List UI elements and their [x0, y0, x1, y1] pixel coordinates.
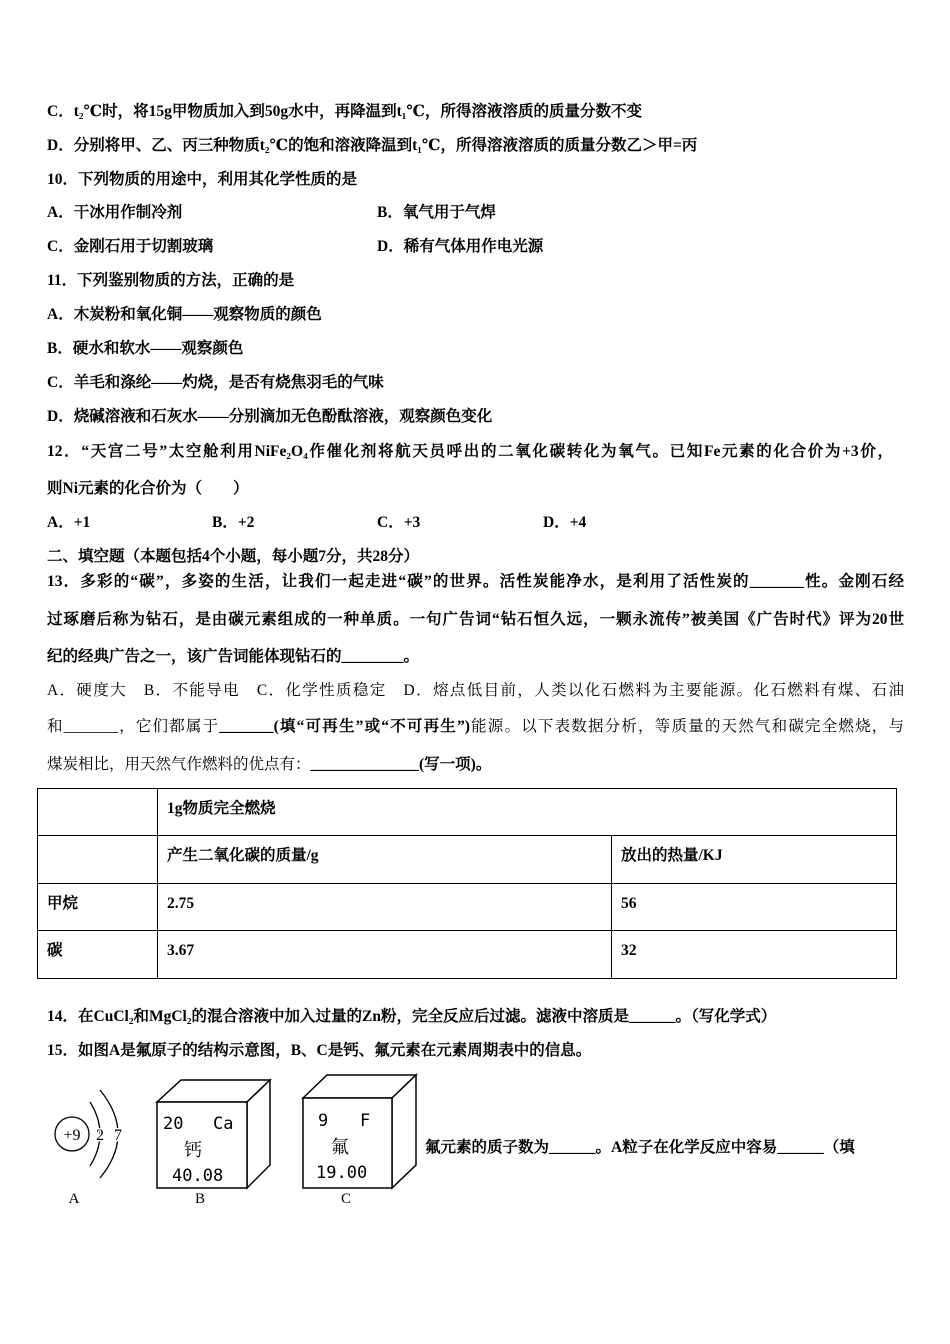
figure-c-label: C — [340, 1191, 352, 1207]
q13-line-2: 过琢磨后称为钻石，是由碳元素组成的一种单质。一句广告词“钻石恒久远，一颗永流传”被美国《广告时代》评为20世 — [47, 611, 904, 628]
q12-stem-line-2: 则Ni元素的化合价为（ ） — [47, 480, 249, 497]
combustion-data-table — [37, 788, 897, 979]
table-row — [38, 931, 897, 979]
q12-option-d: D．+4 — [543, 514, 587, 531]
table-group-header-row — [38, 789, 897, 836]
table-cell-co2-mass: 3.67 — [158, 931, 612, 979]
q13-line-6-blank-hint: ______________(写一项)。 — [310, 756, 492, 773]
table-row-label: 甲烷 — [38, 884, 158, 931]
table-header-heat-released: 放出的热量/KJ — [612, 836, 897, 884]
fluorine-element-cube — [303, 1075, 416, 1207]
calcium-atomic-number: 20 — [163, 1114, 184, 1134]
q14-stem: 14．在CuCl₂和MgCl₂的混合溶液中加入过量的Zn粉，完全反应后过滤。滤液中溶质是______。（写化学式） — [47, 1008, 777, 1025]
q10-option-c: C．金刚石用于切割玻璃 — [47, 238, 214, 255]
calcium-symbol: Ca — [213, 1114, 234, 1134]
table-corner-cell — [38, 789, 158, 836]
q12-option-a: A．+1 — [47, 514, 91, 531]
table-corner-cell — [38, 836, 158, 884]
q11-option-d: D．烧碱溶液和石灰水——分别滴加无色酚酞溶液，观察颜色变化 — [47, 408, 493, 425]
electron-count-shell-2: 7 — [114, 1127, 122, 1144]
calcium-atomic-mass: 40.08 — [172, 1166, 224, 1186]
q13-line-3: 纪的经典广告之一，该广告词能体现钻石的________。 — [47, 648, 420, 665]
q9-option-d: D．分别将甲、乙、丙三种物质t₂℃的饱和溶液降温到t₁℃，所得溶液溶质的质量分数乙＞甲=丙 — [47, 137, 698, 154]
q10-option-a: A．干冰用作制冷剂 — [47, 204, 183, 221]
q15-figure — [0, 1060, 430, 1215]
q13-line-6-part-1: 煤炭相比，用天然气作燃料的优点有： — [47, 756, 311, 773]
q11-option-b: B．硬水和软水——观察颜色 — [47, 340, 244, 357]
table-row — [38, 884, 897, 931]
q13-line-1: 13．多彩的“碳”，多姿的生活，让我们一起走进“碳”的世界。活性炭能净水，是利用了活性炭的_______性。金刚石经 — [47, 573, 904, 590]
fluorine-name: 氟 — [331, 1137, 349, 1158]
q11-option-c: C．羊毛和涤纶——灼烧，是否有烧焦羽毛的气味 — [47, 374, 384, 391]
fluorine-atom-diagram — [55, 1090, 122, 1207]
calcium-name: 钙 — [184, 1140, 202, 1161]
q13-line-5-part-3: 能源。以下表数据分析，等质量的天然气和碳完全燃烧，与 — [469, 718, 904, 735]
table-cell-heat-released: 56 — [612, 884, 897, 931]
q13-line-6 — [47, 753, 491, 777]
q13-line-5-part-1: 和_______，它们都属于 — [47, 718, 220, 735]
q15-continuation: 氟元素的质子数为______。A粒子在化学反应中容易______（填 — [425, 1139, 855, 1156]
figure-b-label: B — [194, 1191, 206, 1207]
q10-option-d: D．稀有气体用作电光源 — [377, 238, 544, 255]
fluorine-atomic-mass: 19.00 — [316, 1163, 368, 1183]
q11-stem: 11．下列鉴别物质的方法，正确的是 — [47, 272, 295, 289]
fluorine-atomic-number: 9 — [318, 1111, 329, 1131]
table-cell-heat-released: 32 — [612, 931, 897, 979]
q12-stem-line-1: 12．“天宫二号”太空舱利用NiFe₂O₄作催化剂将航天员呼出的二氧化碳转化为氧气。已知Fe元素的化合价为+3价， — [47, 443, 893, 460]
figure-a-label: A — [68, 1191, 80, 1207]
table-group-header: 1g物质完全燃烧 — [158, 789, 897, 836]
nucleus-charge: +9 — [63, 1127, 81, 1144]
q13-line-4: A．硬度大 B．不能导电 C．化学性质稳定 D．熔点低目前，人类以化石燃料为主要能源。化石燃料有煤、石油 — [47, 682, 904, 699]
q12-option-c: C．+3 — [377, 514, 421, 531]
q10-stem: 10．下列物质的用途中，利用其化学性质的是 — [47, 171, 358, 188]
calcium-element-cube — [157, 1080, 270, 1207]
q10-option-b: B．氧气用于气焊 — [377, 204, 496, 221]
electron-count-shell-1: 2 — [96, 1127, 104, 1144]
q15-stem: 15．如图A是氟原子的结构示意图，B、C是钙、氟元素在元素周期表中的信息。 — [47, 1042, 592, 1059]
table-row-label: 碳 — [38, 931, 158, 979]
section-2-heading: 二、填空题（本题包括4个小题，每小题7分，共28分） — [47, 548, 420, 565]
table-header-co2-mass: 产生二氧化碳的质量/g — [158, 836, 612, 884]
q13-line-5 — [47, 715, 904, 739]
q9-option-c: C．t₂℃时，将15g甲物质加入到50g水中，再降温到t₁℃，所得溶液溶质的质量分数不变 — [47, 103, 642, 120]
table-cell-co2-mass: 2.75 — [158, 884, 612, 931]
fluorine-symbol: F — [360, 1111, 371, 1131]
table-column-header-row — [38, 836, 897, 884]
q11-option-a: A．木炭粉和氧化铜——观察物质的颜色 — [47, 306, 322, 323]
q13-line-5-blank-hint: _______(填“可再生”或“不可再生”) — [219, 718, 470, 735]
q12-option-b: B．+2 — [212, 514, 255, 531]
